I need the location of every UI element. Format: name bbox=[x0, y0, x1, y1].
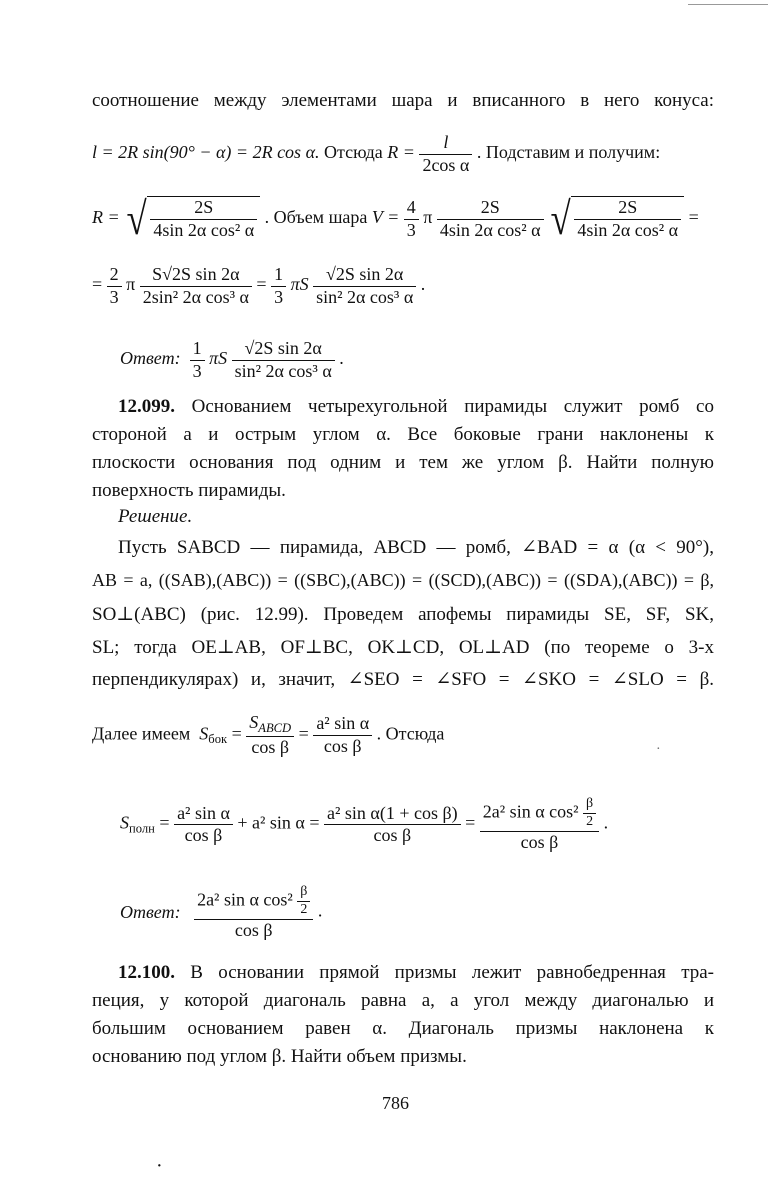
formula: S bbox=[199, 723, 209, 744]
sqrt: √ $\frac{2S}{\text{4sin 2α cos² α}}$ bbox=[548, 196, 684, 242]
numerator: l bbox=[419, 132, 472, 155]
text: Далее имеем bbox=[92, 723, 191, 744]
formula-line bbox=[120, 796, 608, 853]
page-number: 786 bbox=[382, 1093, 409, 1113]
formula: V = bbox=[371, 207, 400, 228]
formula: = bbox=[298, 723, 309, 744]
numerator: 2S bbox=[574, 197, 681, 220]
problem-number: 12.099. bbox=[118, 396, 175, 417]
subscript: бок bbox=[208, 732, 228, 747]
problem-line: основанию под углом β. Найти объем призмы. bbox=[92, 1046, 467, 1067]
speck: · bbox=[656, 742, 661, 757]
denominator: cos β bbox=[184, 825, 223, 846]
formula: . bbox=[339, 348, 344, 369]
numerator: 4 bbox=[404, 197, 419, 220]
formula: R = bbox=[92, 207, 120, 228]
numerator: √2S sin 2α bbox=[232, 338, 335, 361]
text: В основании прямой призмы лежит равнобедренная тра- bbox=[190, 962, 715, 983]
solution-line: SO⊥(ABC) (рис. 12.99). Проведем апофемы пирамиды SE, SF, SK, bbox=[92, 604, 714, 625]
solution-line: Пусть SABCD — пирамида, ABCD — ромб, ∠BAD = α (α < 90°), bbox=[118, 537, 714, 558]
problem-line: пеция, у которой диагональ равна a, а угол между диагональю и bbox=[92, 990, 714, 1011]
problem-line bbox=[118, 962, 714, 984]
fraction bbox=[246, 712, 294, 758]
formula-line bbox=[92, 712, 444, 758]
fraction bbox=[232, 338, 335, 382]
answer-label: Ответ: bbox=[120, 348, 181, 369]
fraction bbox=[574, 197, 681, 241]
fraction bbox=[190, 338, 205, 382]
problem-line: стороной a и острым углом α. Все боковые грани наклонены к bbox=[92, 424, 714, 445]
denominator: cos β bbox=[251, 736, 290, 757]
denominator: 4sin 2α cos² α bbox=[153, 220, 255, 240]
denominator: 4sin 2α cos² α bbox=[577, 220, 679, 240]
solution-line: SL; тогда OE⊥AB, OF⊥BC, OK⊥CD, OL⊥AD (по теореме о 3-х bbox=[92, 637, 714, 658]
formula-line bbox=[92, 264, 425, 308]
formula: S bbox=[249, 712, 259, 732]
denominator: 3 bbox=[406, 219, 416, 240]
text: . Подставим и получим: bbox=[476, 142, 661, 163]
problem-number: 12.100. bbox=[118, 962, 175, 983]
fraction bbox=[313, 264, 416, 308]
problem-line: большим основанием равен α. Диагональ призмы наклонена к bbox=[92, 1018, 714, 1039]
numerator: 2S bbox=[150, 197, 257, 220]
denominator: cos β bbox=[373, 825, 412, 846]
text: Решение. bbox=[118, 506, 193, 527]
formula: πS bbox=[290, 274, 309, 295]
answer-label: Ответ: bbox=[120, 902, 181, 923]
numerator: a² sin α(1 + cos β) bbox=[324, 803, 461, 826]
problem-line bbox=[118, 396, 714, 418]
subscript: полн bbox=[129, 821, 155, 836]
fraction bbox=[480, 796, 599, 853]
numerator: β bbox=[297, 884, 310, 902]
answer-line bbox=[120, 338, 344, 382]
denominator: 2 bbox=[300, 901, 308, 917]
formula-line bbox=[92, 132, 660, 176]
subscript: ABCD bbox=[258, 720, 292, 735]
fraction bbox=[437, 197, 544, 241]
numerator: √2S sin 2α bbox=[313, 264, 416, 287]
formula: πS bbox=[209, 348, 228, 369]
denominator: sin² 2α cos³ α bbox=[316, 286, 414, 307]
numerator: a² sin α bbox=[313, 713, 372, 736]
fraction bbox=[271, 264, 286, 308]
formula: = bbox=[256, 274, 267, 295]
numerator: S√2S sin 2α bbox=[140, 264, 252, 287]
denominator: 3 bbox=[109, 286, 119, 307]
numerator: 1 bbox=[271, 264, 286, 287]
numerator: 2S bbox=[437, 197, 544, 220]
denominator: 3 bbox=[274, 286, 284, 307]
denominator: 4sin 2α cos² α bbox=[439, 219, 541, 240]
numerator bbox=[246, 712, 294, 737]
problem-line: поверхность пирамиды. bbox=[92, 480, 286, 501]
formula: l = 2R sin(90° − α) = 2R cos α. bbox=[92, 142, 320, 163]
text: Основанием четырехугольной пирамиды служит ромб со bbox=[191, 396, 714, 417]
solution-line: AB = a, ((SAB),(ABC)) = ((SBC),(ABC)) = ((SCD),(ABC)) = ((SDA),(ABC)) = β, bbox=[92, 570, 714, 590]
formula-line bbox=[92, 193, 699, 244]
speck: · bbox=[156, 1155, 163, 1177]
solution-label bbox=[118, 506, 192, 528]
formula: 2a² sin α cos² bbox=[197, 889, 293, 910]
formula: S bbox=[120, 812, 129, 833]
formula: = bbox=[688, 207, 699, 228]
formula: = bbox=[231, 723, 242, 744]
top-edge-line bbox=[688, 4, 768, 5]
sqrt: √ $\frac{2S}{\text{4sin 2α cos² α}}$ bbox=[124, 196, 260, 242]
numerator: β bbox=[583, 796, 596, 814]
formula: = bbox=[92, 274, 103, 295]
formula: . bbox=[420, 274, 426, 295]
denominator: 2 bbox=[586, 813, 594, 829]
fraction bbox=[313, 713, 372, 757]
text: . Объем шара bbox=[264, 207, 368, 228]
formula: . bbox=[317, 900, 323, 921]
formula: = bbox=[465, 812, 476, 833]
formula: π bbox=[126, 274, 136, 295]
fraction bbox=[583, 796, 596, 831]
fraction bbox=[297, 884, 310, 919]
formula: . bbox=[603, 812, 609, 833]
formula: π bbox=[423, 207, 433, 228]
problem-line: плоскости основания под одним и тем же углом β. Найти полную bbox=[92, 452, 714, 473]
answer-line bbox=[120, 884, 322, 941]
formula: = bbox=[159, 812, 170, 833]
denominator: cos β bbox=[234, 919, 273, 940]
text: Отсюда bbox=[324, 142, 383, 163]
fraction bbox=[324, 803, 461, 847]
numerator: 2 bbox=[107, 264, 122, 287]
numerator: a² sin α bbox=[174, 803, 233, 826]
denominator: cos β bbox=[520, 831, 559, 852]
text-line: соотношение между элементами шара и вписанного в него конуса: bbox=[92, 90, 714, 111]
numerator bbox=[480, 796, 599, 832]
formula: 2a² sin α cos² bbox=[482, 801, 579, 822]
numerator bbox=[194, 884, 313, 920]
denominator: 2sin² 2α cos³ α bbox=[142, 286, 249, 307]
fraction bbox=[150, 197, 257, 241]
fraction bbox=[107, 264, 122, 308]
denominator: sin² 2α cos³ α bbox=[234, 360, 332, 381]
fraction bbox=[174, 803, 233, 847]
formula: R = bbox=[387, 142, 415, 163]
fraction bbox=[140, 264, 252, 308]
fraction bbox=[194, 884, 313, 941]
denominator: cos β bbox=[323, 735, 362, 756]
formula: + a² sin α = bbox=[237, 812, 320, 833]
text: . Отсюда bbox=[376, 723, 445, 744]
denominator: 2cos α bbox=[422, 154, 470, 175]
denominator: 3 bbox=[192, 360, 202, 381]
fraction bbox=[404, 197, 419, 241]
solution-line: перпендикулярах) и, значит, ∠SEO = ∠SFO = ∠SKO = ∠SLO = β. bbox=[92, 669, 714, 690]
numerator: 1 bbox=[190, 338, 205, 361]
fraction bbox=[419, 132, 472, 176]
